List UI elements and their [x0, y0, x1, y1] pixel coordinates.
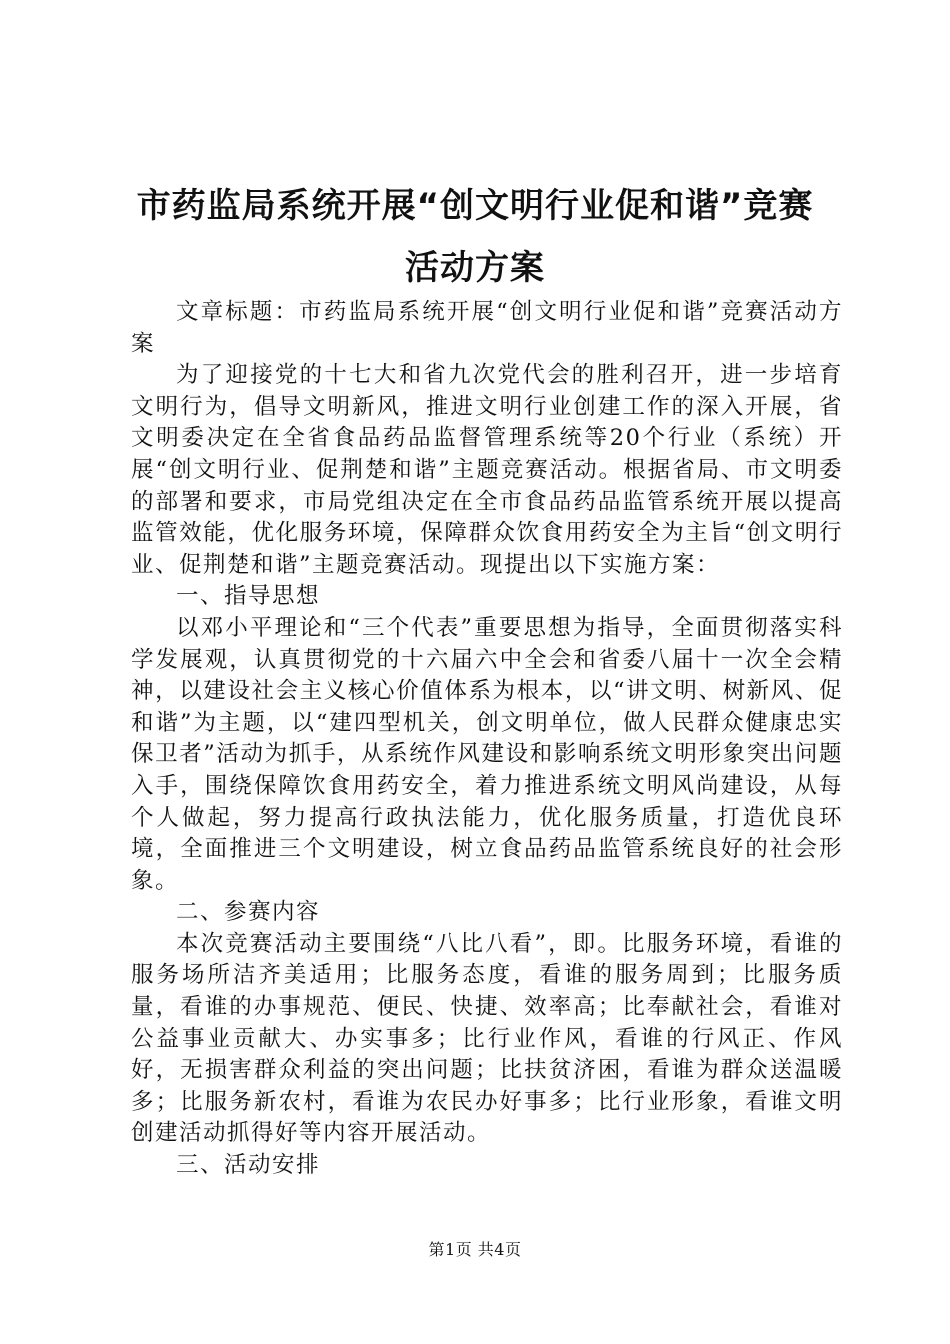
guiding-thought-paragraph: 以邓小平理论和“三个代表”重要思想为指导，全面贯彻落实科学发展观，认真贯彻党的十六届六中全会和省委八届十一次全会精神，以建设社会主义核心价值体系为根本，以“讲文明、树新风、促和谐”为主题，以“建四型机关，创文明单位，做人民群众健康忠实保卫者”活动为抓手，从系统作风建设和影响系统文明形象突出问题入手，围绕保障饮食用药安全，着力推进系统文明风尚建设，从每个人做起，努力提高行政执法能力，优化服务质量，打造优良环境，全面推进三个文明建设，树立食品药品监管系统良好的社会形象。 — [131, 614, 843, 894]
section-heading-activity-arrangement: 三、活动安排 — [176, 1152, 321, 1179]
intro-paragraph: 为了迎接党的十七大和省九次党代会的胜利召开，进一步培育文明行为，倡导文明新风，推进文明行业创建工作的深入开展，省文明委决定在全省食品药品监督管理系统等20个行业（系统）开展“创文明行业、促荆楚和谐”主题竞赛活动。根据省局、市文明委的部署和要求，市局党组决定在全市食品药品监管系统开展以提高监管效能，优化服务环境，保障群众饮食用药安全为主旨“创文明行业、促荆楚和谐”主题竞赛活动。现提出以下实施方案： — [131, 362, 843, 578]
article-title-paragraph: 文章标题：市药监局系统开展“创文明行业促和谐”竞赛活动方案 — [131, 299, 843, 357]
page-footer: 第1页 共4页 — [428, 1240, 522, 1259]
document-body — [131, 297, 843, 1182]
section-heading-guiding-thought: 一、指导思想 — [176, 583, 321, 610]
document-title-line-1: 市药监局系统开展“创文明行业促和谐”竞赛 — [136, 186, 814, 226]
section-heading-competition-content: 二、参赛内容 — [176, 899, 321, 926]
competition-content-paragraph: 本次竞赛活动主要围绕“八比八看”，即。比服务环境，看谁的服务场所洁齐美适用；比服务态度，看谁的服务周到；比服务质量，看谁的办事规范、便民、快捷、效率高；比奉献社会，看谁对公益事业贡献大、办实事多；比行业作风，看谁的行风正、作风好，无损害群众利益的突出问题；比扶贫济困，看谁为群众送温暖多；比服务新农村，看谁为农民办好事多；比行业形象，看谁文明创建活动抓得好等内容开展活动。 — [131, 930, 843, 1147]
document-title-line-2: 活动方案 — [405, 248, 545, 288]
